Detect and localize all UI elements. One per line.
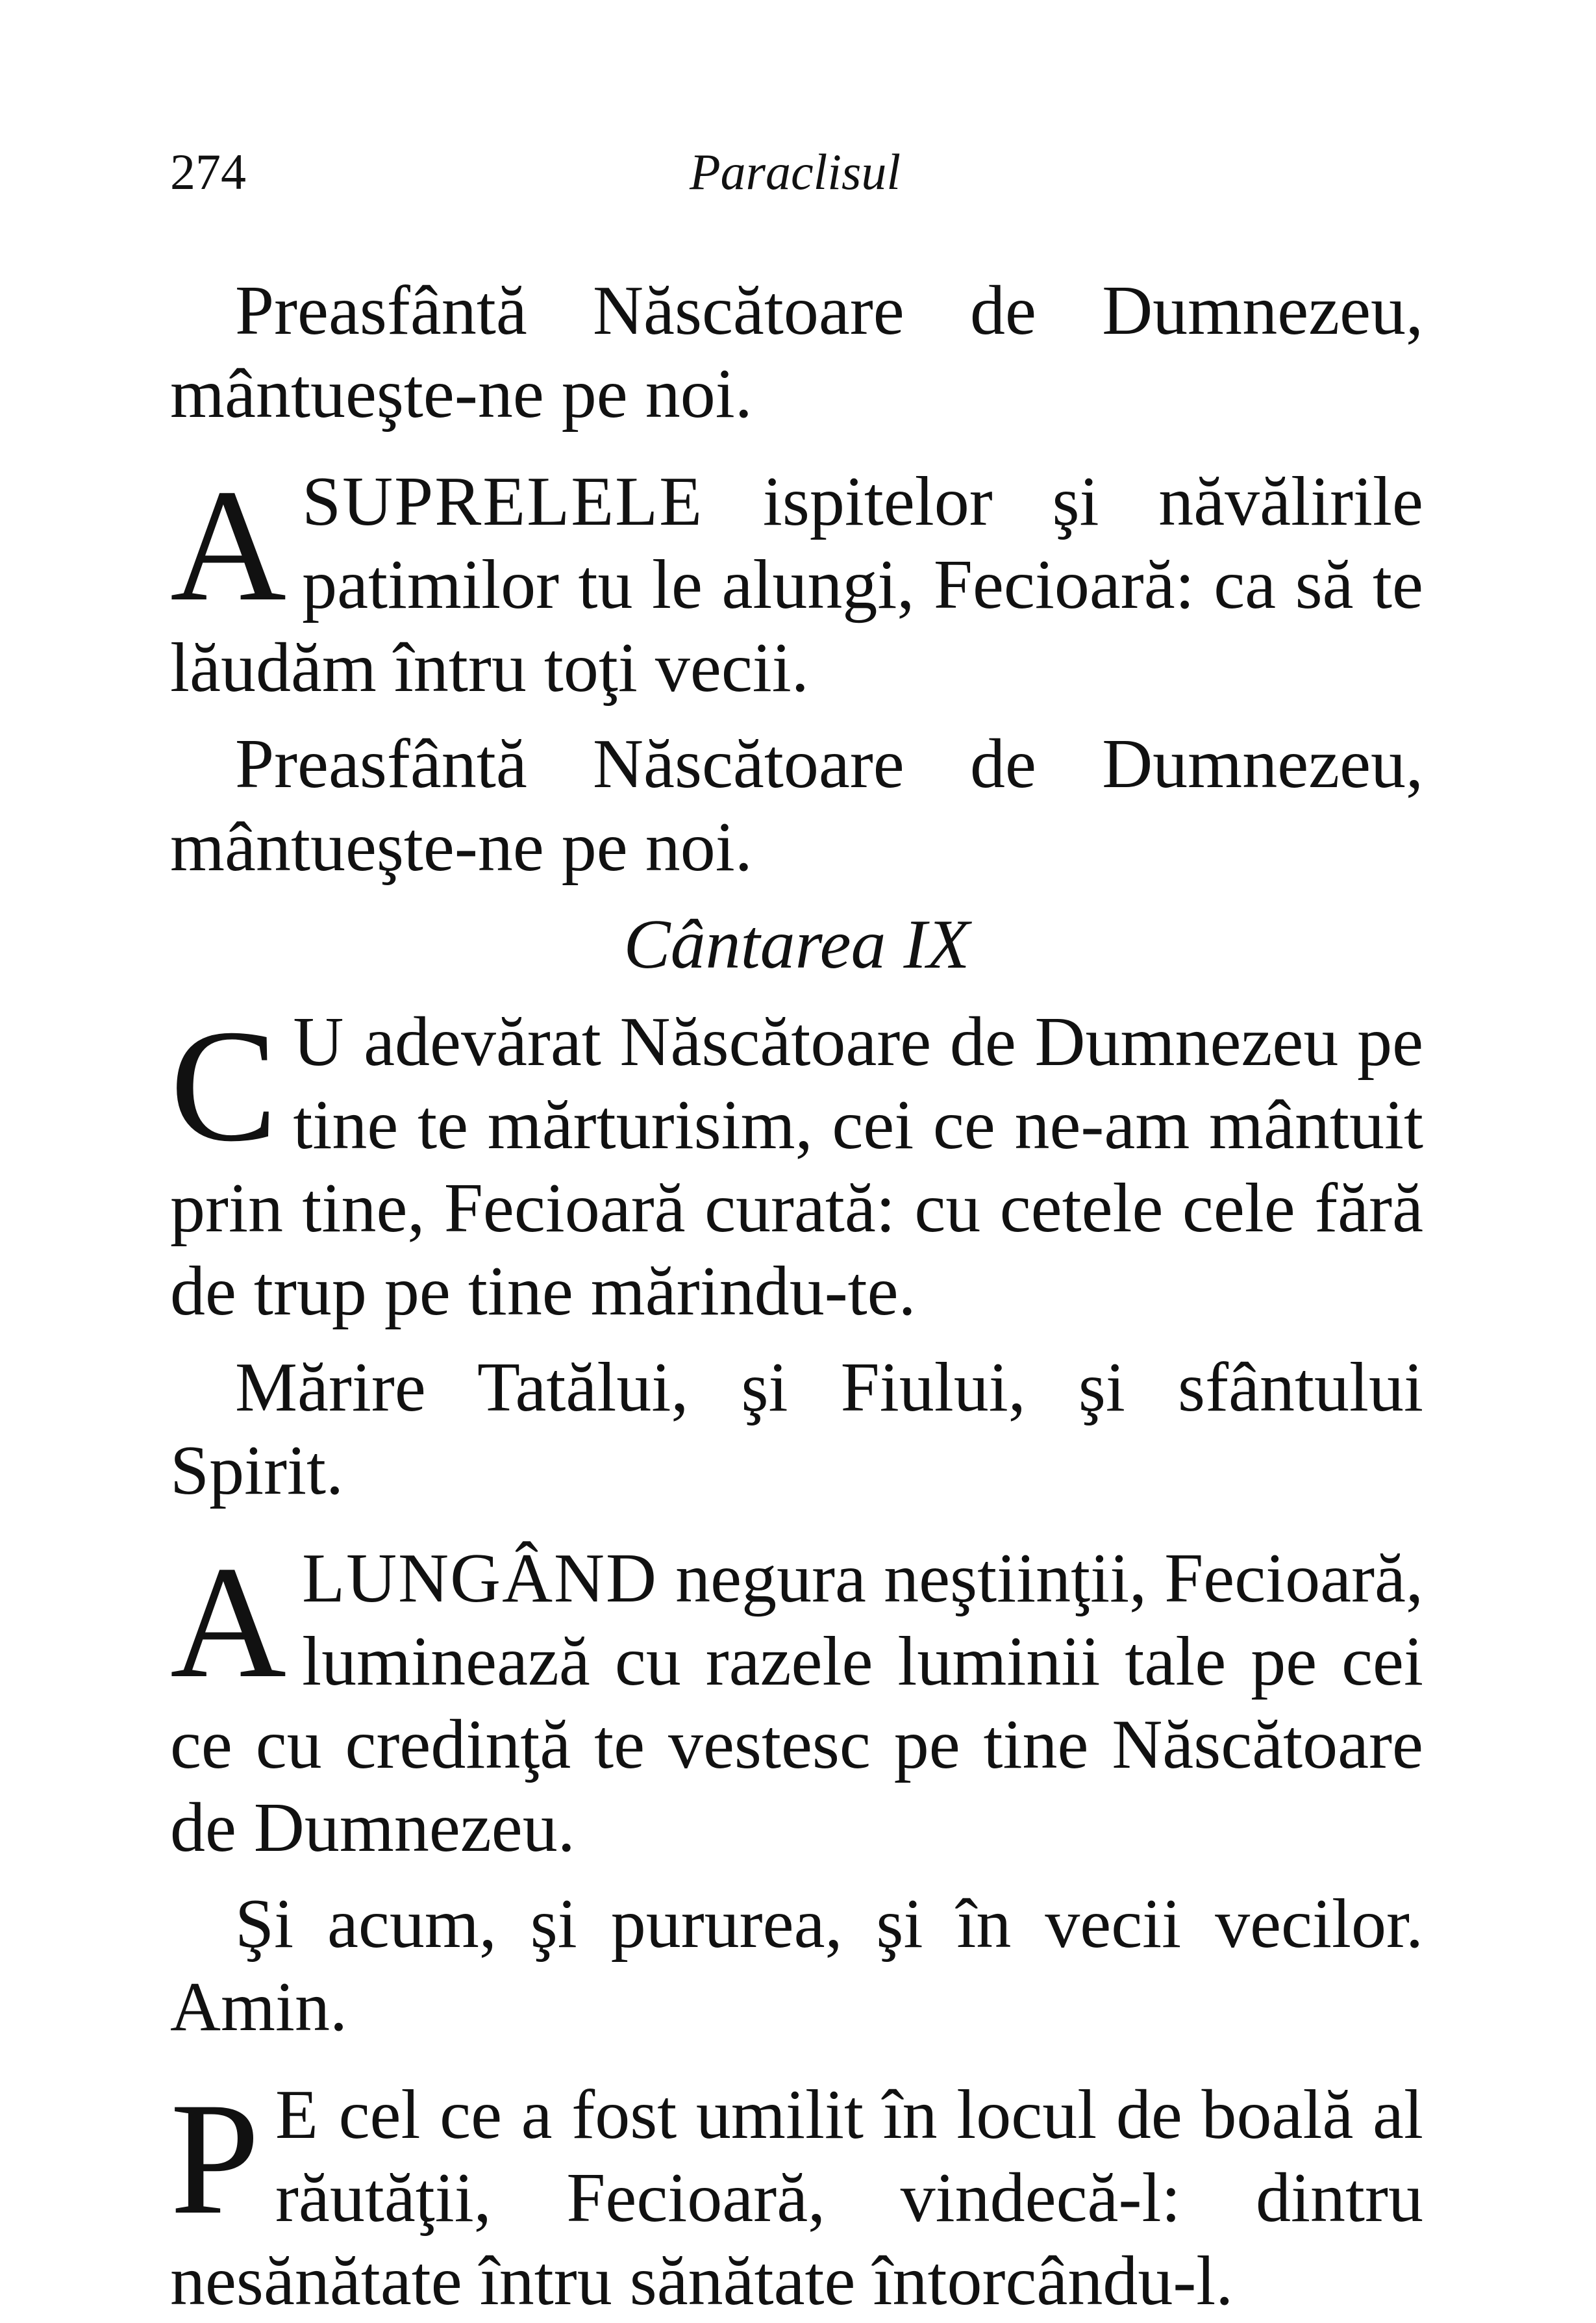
troparion-paragraph: [170, 2069, 1423, 2323]
drop-cap: A: [170, 456, 287, 634]
refrain-paragraph: Preasfântă Născătoare de Dumnezeu, mântueşte-ne pe noi.: [170, 272, 1423, 433]
opening-caps: E: [275, 2076, 319, 2153]
troparion-paragraph: [170, 1533, 1423, 1870]
doxology-paragraph: Şi acum, şi pururea, şi în vecii vecilor. Amin.: [170, 1885, 1423, 2046]
opening-caps: U: [293, 1003, 345, 1081]
paragraph-text: ispitelor şi năvălirile patimilor tu le alungi, Fecioară: ca să te lăudăm întru toţi vecii.: [170, 463, 1423, 707]
opening-caps: LUNGÂND: [302, 1540, 658, 1617]
paragraph-text: adevărat Născătoare de Dumnezeu pe tine te mărturisim, cei ce ne-am mântuit prin tine, Fecioară curată: cu cetele cele fără de trup pe tine mărindu-te.: [170, 1003, 1423, 1330]
running-head: [170, 140, 1423, 205]
troparion-paragraph: [170, 456, 1423, 710]
refrain-paragraph: Preasfântă Născătoare de Dumnezeu, mântueşte-ne pe noi.: [170, 725, 1423, 886]
opening-caps: SUPRELELE: [302, 463, 704, 540]
doxology-paragraph: Mărire Tatălui, şi Fiului, şi sfântului Spirit.: [170, 1349, 1423, 1509]
drop-cap: C: [170, 996, 278, 1175]
paragraph-text: cel ce a fost umilit în locul de boală al răutăţii, Fecioară, vindecă-l: dintru nesănătate întru sănătate întorcându-l.: [170, 2076, 1423, 2320]
troparion-paragraph: [170, 996, 1423, 1333]
page-body: [170, 270, 1423, 2323]
paragraph-text: negura neştiinţii, Fecioară, luminează cu razele luminii tale pe cei ce cu credinţă te vestesc pe tine Născătoare de Dumnezeu.: [170, 1540, 1423, 1866]
page-number: 274: [170, 144, 246, 200]
section-heading: Cântarea IX: [623, 906, 970, 983]
running-title: Paraclisul: [690, 144, 901, 200]
drop-cap: P: [170, 2069, 260, 2248]
drop-cap: A: [170, 1533, 287, 1711]
